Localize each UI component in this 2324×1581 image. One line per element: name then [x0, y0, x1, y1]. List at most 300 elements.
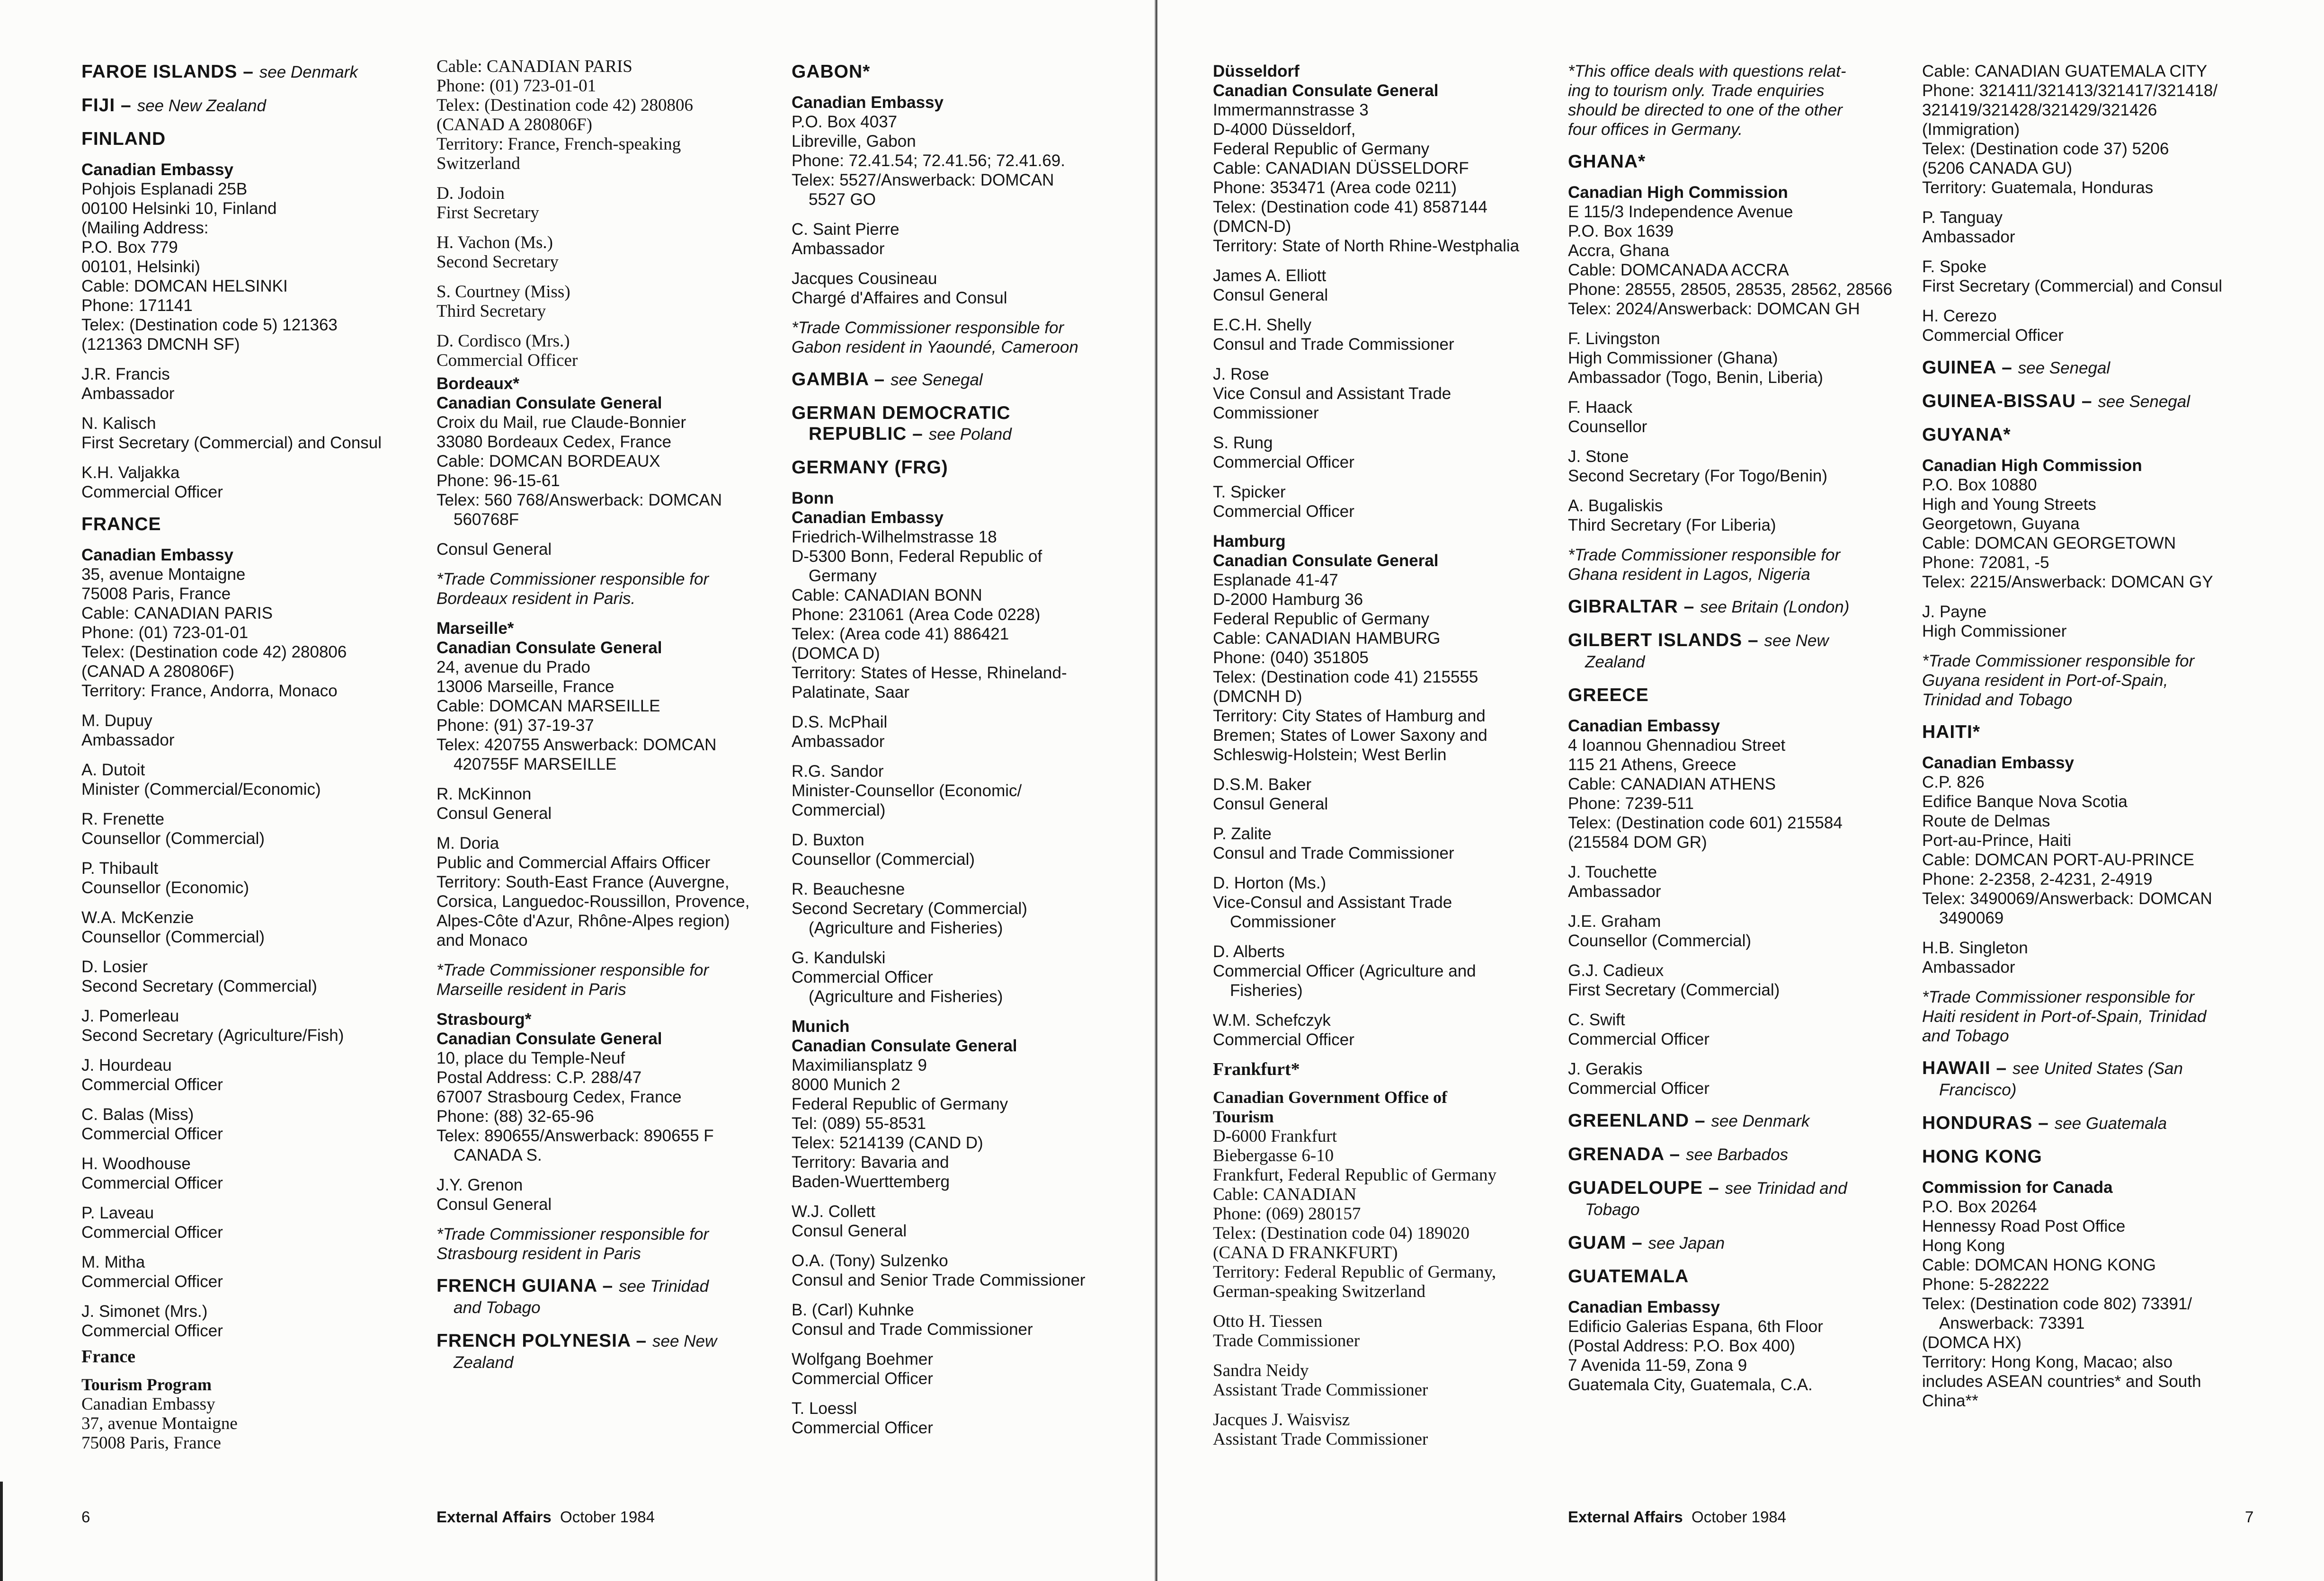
address-line: D-4000 Düsseldorf,: [1213, 120, 1356, 139]
staff-entry: [1568, 961, 1890, 1000]
city-name: Düsseldorf: [1213, 62, 1300, 80]
staff-name: J. Gerakis: [1568, 1060, 1643, 1078]
note-line: ing to tourism only. Trade enquiries: [1568, 81, 1825, 100]
staff-title: Vice-Consul and Assistant Trade: [1213, 893, 1452, 912]
address-line: Libreville, Gabon: [792, 132, 916, 151]
address-line: Palatinate, Saar: [792, 683, 910, 702]
greece-embassy: [1568, 716, 1890, 852]
page-footer: [1568, 1508, 1786, 1526]
address-line: Edificio Galerias Espana, 6th Floor: [1568, 1317, 1823, 1336]
office-name: Canadian Consulate General: [436, 394, 662, 412]
staff-title: Second Secretary (For Togo/Benin): [1568, 467, 1827, 485]
staff-name: James A. Elliott: [1213, 266, 1327, 285]
office-name: Canadian Consulate General: [792, 1037, 1017, 1055]
staff-title: Commercial Officer: [1568, 1030, 1710, 1048]
note-line: Strasbourg resident in Paris: [436, 1244, 641, 1263]
address-line: (Postal Address: P.O. Box 400): [1568, 1337, 1795, 1355]
address-line: 24, avenue du Prado: [436, 658, 590, 676]
staff-entry: [81, 760, 403, 799]
staff-entry: [1213, 1361, 1535, 1400]
address-line: Tel: (089) 55-8531: [792, 1114, 926, 1133]
address-line: Canadian Embassy: [81, 1394, 215, 1414]
staff-title: Third Secretary: [436, 302, 546, 321]
city-name: Bordeaux*: [436, 374, 520, 393]
staff-name: P. Zalite: [1213, 825, 1272, 843]
address-line: Cable: DOMCAN MARSEILLE: [436, 697, 660, 715]
address-line: Federal Republic of Germany: [792, 1095, 1008, 1113]
cross-reference: see New Zealand: [137, 97, 266, 115]
right-page: [1161, 0, 2324, 1581]
country-name: FIJI –: [81, 95, 132, 115]
note-line: Guyana resident in Port-of-Spain,: [1922, 671, 2168, 690]
staff-name: Wolfgang Boehmer: [792, 1350, 933, 1368]
address-line: (5206 CANADA GU): [1922, 159, 2073, 178]
staff-entry: [792, 1300, 1113, 1339]
address-line: D-5300 Bonn, Federal Republic of: [792, 547, 1042, 566]
address-line: Phone: (069) 280157: [1213, 1204, 1361, 1224]
address-line: Telex: 5527/Answerback: DOMCAN: [792, 171, 1054, 189]
address-line: P.O. Box 20264: [1922, 1198, 2037, 1216]
country-gambia: [792, 369, 1113, 391]
frankfurt-tourism-office: [1213, 1088, 1535, 1301]
staff-name: J. Hourdeau: [81, 1056, 172, 1075]
country-france-tourism: France: [81, 1347, 135, 1367]
note-line: Marseille resident in Paris: [436, 980, 626, 999]
cross-reference: Tobago: [1585, 1200, 1640, 1219]
country-gilbert-islands: [1568, 630, 1890, 673]
city-name: Hamburg: [1213, 532, 1286, 551]
staff-name: J. Pomerleau: [81, 1007, 179, 1025]
territory-line: Territory: South-East France (Auvergne,: [436, 873, 730, 891]
staff-title: Trade Commissioner: [1213, 1331, 1360, 1350]
address-line: Croix du Mail, rue Claude-Bonnier: [436, 413, 686, 432]
address-line: Telex: (Area code 41) 886421: [792, 625, 1009, 643]
staff-title: Commercial Officer: [792, 968, 933, 986]
address-line: Territory: Guatemala, Honduras: [1922, 178, 2154, 197]
staff-title: Ambassador: [1922, 228, 2015, 246]
country-name: GUAM –: [1568, 1233, 1643, 1253]
cross-reference: see Japan: [1648, 1234, 1725, 1252]
trade-commissioner-note: [792, 318, 1113, 357]
office-name: Canadian Embassy: [1568, 717, 1720, 735]
staff-entry: [1213, 942, 1535, 1000]
address-line: E 115/3 Independence Avenue: [1568, 203, 1793, 221]
address-line: Cable: CANADIAN PARIS: [436, 57, 632, 76]
address-line: (121363 DMCNH SF): [81, 335, 240, 354]
staff-entry: [1213, 433, 1535, 472]
address-line: Phone: (01) 723-01-01: [436, 76, 597, 96]
address-line: Territory: City States of Hamburg and: [1213, 707, 1486, 725]
paris-continued: [436, 57, 758, 173]
staff-title: Counsellor: [1568, 417, 1647, 436]
office-name: Canadian Consulate General: [436, 1030, 662, 1048]
staff-title: Ambassador: [81, 384, 175, 403]
country-guatemala: GUATEMALA: [1568, 1266, 1689, 1287]
address-line: Accra, Ghana: [1568, 241, 1669, 260]
city-name: Bonn: [792, 489, 834, 507]
city-frankfurt: Frankfurt*: [1213, 1059, 1300, 1079]
country-name: GAMBIA –: [792, 369, 885, 390]
address-line: Hennessy Road Post Office: [1922, 1217, 2126, 1235]
staff-title: (Agriculture and Fisheries): [809, 987, 1003, 1006]
staff-entry: [1922, 257, 2244, 296]
staff-title: Commercial Officer: [1213, 502, 1354, 521]
gabon-embassy: [792, 93, 1113, 209]
hamburg-consulate: [1213, 532, 1535, 764]
trade-commissioner-note: [1568, 545, 1890, 584]
address-line: Biebergasse 6-10: [1213, 1146, 1334, 1165]
staff-entry: [1213, 482, 1535, 521]
staff-title: First Secretary (Commercial) and Consul: [1922, 277, 2223, 295]
country-greece: GREECE: [1568, 685, 1649, 705]
staff-title: (Agriculture and Fisheries): [809, 919, 1003, 937]
address-line: Answerback: 73391: [1939, 1314, 2085, 1332]
address-line: 00101, Helsinki): [81, 258, 200, 276]
staff-title: Third Secretary (For Liberia): [1568, 516, 1776, 534]
address-line: 420755F MARSEILLE: [454, 755, 617, 773]
cross-reference: see Trinidad: [619, 1277, 709, 1296]
staff-entry: [436, 331, 758, 370]
staff-name: R. Beauchesne: [792, 880, 905, 898]
staff-entry: [436, 282, 758, 321]
staff-name: M. Dupuy: [81, 711, 152, 730]
staff-entry: [81, 463, 403, 502]
staff-entry: [1213, 873, 1535, 932]
address-line: Port-au-Prince, Haiti: [1922, 831, 2072, 850]
staff-name: D. Horton (Ms.): [1213, 874, 1327, 892]
left-column-3: [792, 57, 1113, 1448]
publication-title: External Affairs: [436, 1508, 552, 1526]
office-name: Canadian Embassy: [81, 160, 233, 179]
address-line: Cable: DOMCAN PORT-AU-PRINCE: [1922, 851, 2195, 869]
address-line: Telex: (Destination code 04) 189020: [1213, 1224, 1469, 1243]
country-hong-kong: HONG KONG: [1922, 1146, 2042, 1167]
trade-commissioner-note: [1922, 651, 2244, 710]
staff-name: G.J. Cadieux: [1568, 961, 1664, 980]
address-line: Cable: DOMCAN BORDEAUX: [436, 452, 660, 471]
staff-title: Minister-Counsellor (Economic/: [792, 782, 1022, 800]
city-name: Marseille*: [436, 619, 514, 638]
staff-name: J. Touchette: [1568, 863, 1657, 881]
marseille-consulate: [436, 619, 758, 774]
staff-entry: [81, 1252, 403, 1291]
scan-edge: [0, 1482, 3, 1581]
country-grenada: [1568, 1144, 1890, 1165]
staff-entry: [81, 1105, 403, 1144]
territory-line: Corsica, Languedoc-Roussillon, Provence,: [436, 892, 750, 911]
page-number: 7: [2245, 1508, 2254, 1526]
note-line: *Trade Commissioner responsible for: [436, 961, 709, 979]
address-line: (CANA D FRANKFURT): [1213, 1243, 1398, 1262]
address-line: German-speaking Switzerland: [1213, 1282, 1425, 1301]
address-line: Germany: [809, 567, 877, 585]
country-name: REPUBLIC –: [809, 424, 923, 444]
trade-commissioner-note: [1922, 987, 2244, 1046]
country-hawaii: [1922, 1058, 2244, 1101]
cross-reference: see New: [1764, 631, 1829, 650]
cross-reference: see United States (San: [2012, 1059, 2183, 1078]
staff-title: Second Secretary (Commercial): [792, 899, 1027, 918]
staff-entry: [1213, 315, 1535, 354]
address-line: Postal Address: C.P. 288/47: [436, 1068, 642, 1087]
address-line: Friedrich-Wilhelmstrasse 18: [792, 528, 997, 546]
note-line: Ghana resident in Lagos, Nigeria: [1568, 565, 1810, 584]
cross-reference: see Denmark: [1711, 1112, 1810, 1130]
address-line: Cable: DOMCAN HELSINKI: [81, 277, 288, 295]
staff-name: H.B. Singleton: [1922, 939, 2028, 957]
country-guadeloupe: [1568, 1178, 1890, 1220]
cross-reference: see Trinidad and: [1725, 1179, 1847, 1198]
address-line: 75008 Paris, France: [81, 1433, 221, 1453]
staff-title: Commissioner: [1213, 404, 1319, 422]
staff-title: First Secretary: [436, 203, 539, 222]
staff-entry: [81, 1203, 403, 1242]
staff-name: Jacques Cousineau: [792, 269, 937, 288]
staff-entry: [81, 1302, 403, 1341]
staff-name: F. Spoke: [1922, 258, 1987, 276]
staff-name: A. Dutoit: [81, 761, 145, 779]
office-name: Canadian Embassy: [792, 93, 944, 112]
cross-reference: see New: [652, 1332, 717, 1350]
address-line: Telex: (Destination code 802) 73391/: [1922, 1295, 2192, 1313]
publication-date: October 1984: [1692, 1508, 1787, 1526]
note-line: *Trade Commissioner responsible for: [1922, 652, 2195, 670]
staff-name: J.R. Francis: [81, 365, 170, 383]
staff-name: D. Losier: [81, 958, 148, 976]
address-line: 75008 Paris, France: [81, 585, 231, 603]
office-name: Tourism: [1213, 1107, 1274, 1126]
staff-entry: [436, 834, 758, 950]
staff-entry: [1922, 938, 2244, 977]
address-line: Telex: (Destination code 42) 280806: [436, 96, 693, 115]
address-line: Cable: CANADIAN PARIS: [81, 604, 273, 622]
left-page: [0, 0, 1161, 1581]
address-line: P.O. Box 10880: [1922, 476, 2037, 494]
cross-reference: see Guatemala: [2054, 1114, 2167, 1133]
staff-name: P. Laveau: [81, 1204, 154, 1222]
staff-title: Second Secretary (Commercial): [81, 977, 317, 995]
staff-name: F. Livingston: [1568, 329, 1660, 348]
staff-entry: [1568, 329, 1890, 387]
staff-entry: [81, 859, 403, 897]
address-line: Edifice Banque Nova Scotia: [1922, 792, 2128, 811]
trade-commissioner-note: [436, 960, 758, 999]
cross-reference: Zealand: [454, 1353, 514, 1372]
note-line: *Trade Commissioner responsible for: [1568, 546, 1841, 564]
cross-reference: see Poland: [928, 425, 1012, 444]
staff-entry: [792, 1399, 1113, 1438]
address-line: Cable: CANADIAN GUATEMALA CITY: [1922, 62, 2208, 80]
country-guyana: GUYANA*: [1922, 425, 2011, 445]
country-name: FRENCH GUIANA –: [436, 1276, 614, 1296]
right-column-1: [1213, 57, 1535, 1459]
staff-name: J.Y. Grenon: [436, 1176, 523, 1194]
cross-reference: see Denmark: [259, 63, 358, 81]
address-line: (DOMCA HX): [1922, 1333, 2021, 1352]
address-line: Cable: DOMCAN HONG KONG: [1922, 1256, 2156, 1274]
staff-name: D.S.M. Baker: [1213, 775, 1312, 794]
country-honduras: [1922, 1113, 2244, 1134]
address-line: Telex: (Destination code 37) 5206: [1922, 140, 2169, 158]
staff-title: Commercial Officer: [81, 1223, 223, 1242]
staff-name: Sandra Neidy: [1213, 1361, 1309, 1380]
staff-entry: [1568, 398, 1890, 436]
country-guinea-bissau: [1922, 391, 2244, 412]
country-france: FRANCE: [81, 514, 161, 534]
staff-title: Assistant Trade Commissioner: [1213, 1430, 1428, 1449]
staff-title: Commercial Officer (Agriculture and: [1213, 962, 1476, 980]
book-gutter: [1154, 0, 1158, 1581]
staff-title: First Secretary (Commercial) and Consul: [81, 434, 382, 452]
staff-entry: [792, 830, 1113, 869]
address-line: Baden-Wuerttemberg: [792, 1172, 950, 1191]
address-line: Phone: 5-282222: [1922, 1275, 2049, 1294]
address-line: Phone: 321411/321413/321417/321418/: [1922, 81, 2218, 100]
staff-name: B. (Carl) Kuhnke: [792, 1301, 914, 1319]
address-line: (DOMCA D): [792, 644, 880, 663]
staff-title: Commercial Officer: [1213, 1030, 1354, 1049]
staff-title: Consul General: [1213, 795, 1328, 813]
staff-title: Commercial Officer: [1922, 326, 2064, 345]
staff-entry: [81, 1006, 403, 1045]
note-line: Gabon resident in Yaoundé, Cameroon: [792, 338, 1078, 356]
staff-name: R. Frenette: [81, 810, 165, 828]
country-haiti: HAITI*: [1922, 722, 1980, 742]
staff-name: A. Bugaliskis: [1568, 497, 1663, 515]
staff-name: C. Balas (Miss): [81, 1105, 194, 1124]
staff-title: Ambassador: [1922, 958, 2015, 977]
staff-entry: [792, 879, 1113, 938]
tourism-office-note: [1568, 62, 1890, 139]
staff-name: D.S. McPhail: [792, 713, 888, 731]
address-line: Phone: 171141: [81, 296, 193, 315]
address-line: 560768F: [454, 510, 519, 529]
office-name: Canadian Consulate General: [1213, 551, 1439, 570]
territory-line: and Monaco: [436, 931, 528, 950]
note-line: *Trade Commissioner responsible for: [1922, 988, 2195, 1006]
staff-name: C. Saint Pierre: [792, 220, 899, 239]
address-line: 4 Ioannou Ghennadiou Street: [1568, 736, 1786, 755]
staff-name: K.H. Valjakka: [81, 463, 180, 482]
staff-name: N. Kalisch: [81, 414, 156, 433]
address-line: (DMCN-D): [1213, 217, 1291, 236]
address-line: Cable: CANADIAN BONN: [792, 586, 982, 604]
staff-name: T. Spicker: [1213, 483, 1286, 501]
staff-title: Commercial): [792, 801, 886, 819]
address-line: Telex: 2215/Answerback: DOMCAN GY: [1922, 573, 2213, 591]
staff-title: Counsellor (Commercial): [792, 850, 975, 869]
country-gabon: GABON*: [792, 62, 871, 82]
guatemala-continued: [1922, 62, 2244, 197]
country-germany-frg: GERMANY (FRG): [792, 457, 948, 478]
address-line: P.O. Box 1639: [1568, 222, 1674, 240]
address-line: 67007 Strasbourg Cedex, France: [436, 1088, 682, 1106]
finland-embassy: [81, 160, 403, 354]
staff-title: Assistant Trade Commissioner: [1213, 1380, 1428, 1400]
staff-entry: [1568, 862, 1890, 901]
staff-name: R.G. Sandor: [792, 762, 884, 781]
staff-name: O.A. (Tony) Sulzenko: [792, 1252, 948, 1270]
country-french-guiana: [436, 1276, 758, 1318]
address-line: (CANAD A 280806F): [81, 662, 234, 681]
guatemala-embassy: [1568, 1297, 1890, 1394]
staff-entry: [1922, 306, 2244, 345]
address-line: 37, avenue Montaigne: [81, 1414, 238, 1433]
staff-name: Otto H. Tiessen: [1213, 1312, 1323, 1331]
staff-title: Ambassador: [81, 731, 175, 749]
staff-entry: [792, 220, 1113, 258]
left-column-1: [81, 57, 403, 1463]
bordeaux-consulate: [436, 374, 758, 529]
staff-name: W.J. Collett: [792, 1202, 875, 1221]
staff-entry: [81, 957, 403, 996]
country-name: GREENLAND –: [1568, 1110, 1706, 1131]
staff-entry: [436, 784, 758, 823]
staff-entry: [436, 1175, 758, 1214]
cross-reference: Francisco): [1939, 1081, 2017, 1099]
staff-entry: [1568, 1010, 1890, 1049]
staff-name: D. Jodoin: [436, 184, 505, 203]
staff-title: Commercial Officer: [81, 1174, 223, 1192]
dusseldorf-consulate: [1213, 62, 1535, 256]
staff-title: Counsellor (Commercial): [81, 928, 265, 946]
munich-consulate: [792, 1017, 1113, 1191]
staff-title: Consul General: [792, 1222, 907, 1240]
staff-entry: [792, 712, 1113, 751]
staff-name: F. Haack: [1568, 398, 1633, 417]
address-line: Cable: CANADIAN DÜSSELDORF: [1213, 159, 1469, 178]
address-line: Telex: (Destination code 41) 8587144: [1213, 198, 1487, 216]
staff-title: Commercial Officer: [81, 1322, 223, 1340]
staff-title: Second Secretary (Agriculture/Fish): [81, 1026, 344, 1045]
staff-title: First Secretary (Commercial): [1568, 981, 1780, 999]
staff-title: Consul and Trade Commissioner: [1213, 335, 1454, 354]
staff-title: Consul and Senior Trade Commissioner: [792, 1271, 1086, 1289]
address-line: Telex: 2024/Answerback: DOMCAN GH: [1568, 300, 1860, 318]
staff-entry: [1568, 447, 1890, 486]
address-line: Telex: (Destination code 42) 280806: [81, 643, 347, 661]
address-line: Cable: CANADIAN HAMBURG: [1213, 629, 1441, 648]
note-line: *Trade Commissioner responsible for: [436, 570, 709, 588]
address-line: 5527 GO: [809, 190, 876, 209]
staff-entry: [792, 269, 1113, 308]
staff-entry: [1213, 824, 1535, 863]
address-line: Territory: France, Andorra, Monaco: [81, 682, 338, 700]
country-fiji: [81, 95, 403, 116]
address-line: 8000 Munich 2: [792, 1075, 900, 1094]
address-line: Phone: 72081, -5: [1922, 553, 2049, 572]
office-name: Canadian High Commission: [1922, 456, 2142, 475]
address-line: Telex: 560 768/Answerback: DOMCAN: [436, 491, 722, 509]
address-line: Immermannstrasse 3: [1213, 101, 1369, 119]
note-line: four offices in Germany.: [1568, 120, 1743, 139]
address-line: Cable: CANADIAN ATHENS: [1568, 775, 1776, 793]
trade-commissioner-note: [436, 569, 758, 608]
staff-title: Ambassador: [1568, 882, 1661, 901]
address-line: Phone: (88) 32-65-96: [436, 1107, 594, 1126]
staff-name: J. Payne: [1922, 603, 1987, 621]
office-name: Canadian Embassy: [81, 546, 233, 564]
address-line: D-6000 Frankfurt: [1213, 1127, 1337, 1146]
city-name: Munich: [792, 1017, 850, 1036]
address-line: Georgetown, Guyana: [1922, 515, 2080, 533]
note-line: Bordeaux resident in Paris.: [436, 589, 636, 608]
staff-title: Minister (Commercial/Economic): [81, 780, 321, 799]
country-name: GUADELOUPE –: [1568, 1178, 1719, 1198]
staff-title: Consul and Trade Commissioner: [1213, 844, 1454, 862]
cross-reference: Zealand: [1585, 653, 1645, 671]
tourism-program-office: [81, 1375, 403, 1453]
